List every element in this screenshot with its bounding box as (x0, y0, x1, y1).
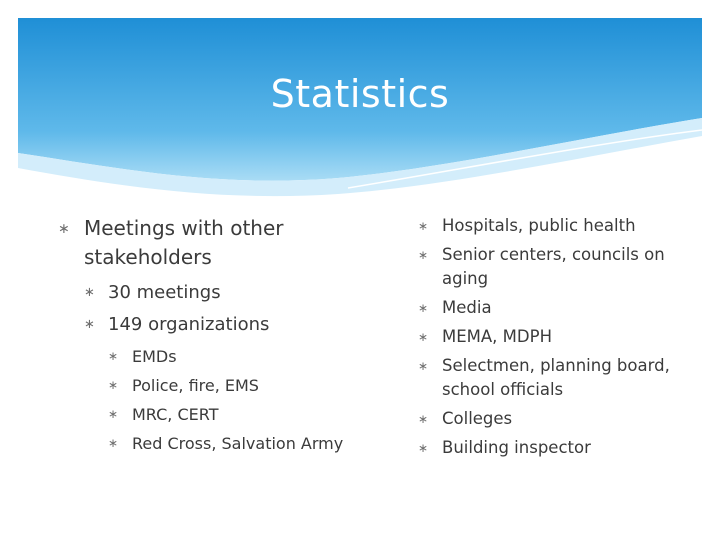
list-item (418, 436, 688, 460)
page-title: Statistics (270, 72, 450, 116)
bullet-icon: ∗ (418, 441, 429, 455)
bullet-icon: ∗ (418, 330, 429, 344)
list-item (108, 400, 358, 429)
subsub-item-text: Red Cross, Salvation Army (132, 434, 344, 453)
bullet-icon: ∗ (108, 407, 119, 421)
bullet-icon: ∗ (84, 285, 95, 300)
list-item (418, 325, 688, 349)
bullet-icon: ∗ (58, 221, 70, 237)
list-item (418, 354, 688, 402)
item-text: MEMA, MDPH (442, 327, 552, 346)
list-item (418, 407, 688, 431)
list-item (108, 342, 358, 371)
sub-item-text: 149 organizations (108, 314, 270, 335)
list-item (418, 243, 688, 291)
sub-item-text: 30 meetings (108, 282, 221, 303)
list-item (418, 296, 688, 320)
bullet-icon: ∗ (418, 219, 429, 233)
item-text: Colleges (442, 409, 513, 428)
item-text: Building inspector (442, 438, 591, 457)
title-banner (18, 18, 702, 208)
subsub-item-text: EMDs (132, 347, 177, 366)
list-item (108, 429, 358, 458)
list-item (58, 214, 358, 458)
heading-text: Meetings with other stakeholders (84, 216, 284, 269)
bullet-icon: ∗ (418, 359, 429, 373)
item-text: Hospitals, public health (442, 216, 636, 235)
list-item (108, 371, 358, 400)
bullet-icon: ∗ (108, 378, 119, 392)
item-text: Senior centers, councils on aging (442, 245, 665, 288)
bullet-icon: ∗ (418, 412, 429, 426)
item-text: Selectmen, planning board, school officials (442, 356, 670, 399)
bullet-icon: ∗ (418, 301, 429, 315)
bullet-icon: ∗ (108, 436, 119, 450)
bullet-icon: ∗ (108, 349, 119, 363)
bullet-icon: ∗ (84, 317, 95, 332)
left-column (58, 214, 358, 458)
subsub-item-text: MRC, CERT (132, 405, 219, 424)
list-item (418, 214, 688, 238)
bullet-icon: ∗ (418, 248, 429, 262)
subsub-item-text: Police, fire, EMS (132, 376, 259, 395)
item-text: Media (442, 298, 492, 317)
right-column (418, 214, 688, 465)
list-item (84, 277, 358, 309)
list-item (84, 309, 358, 458)
